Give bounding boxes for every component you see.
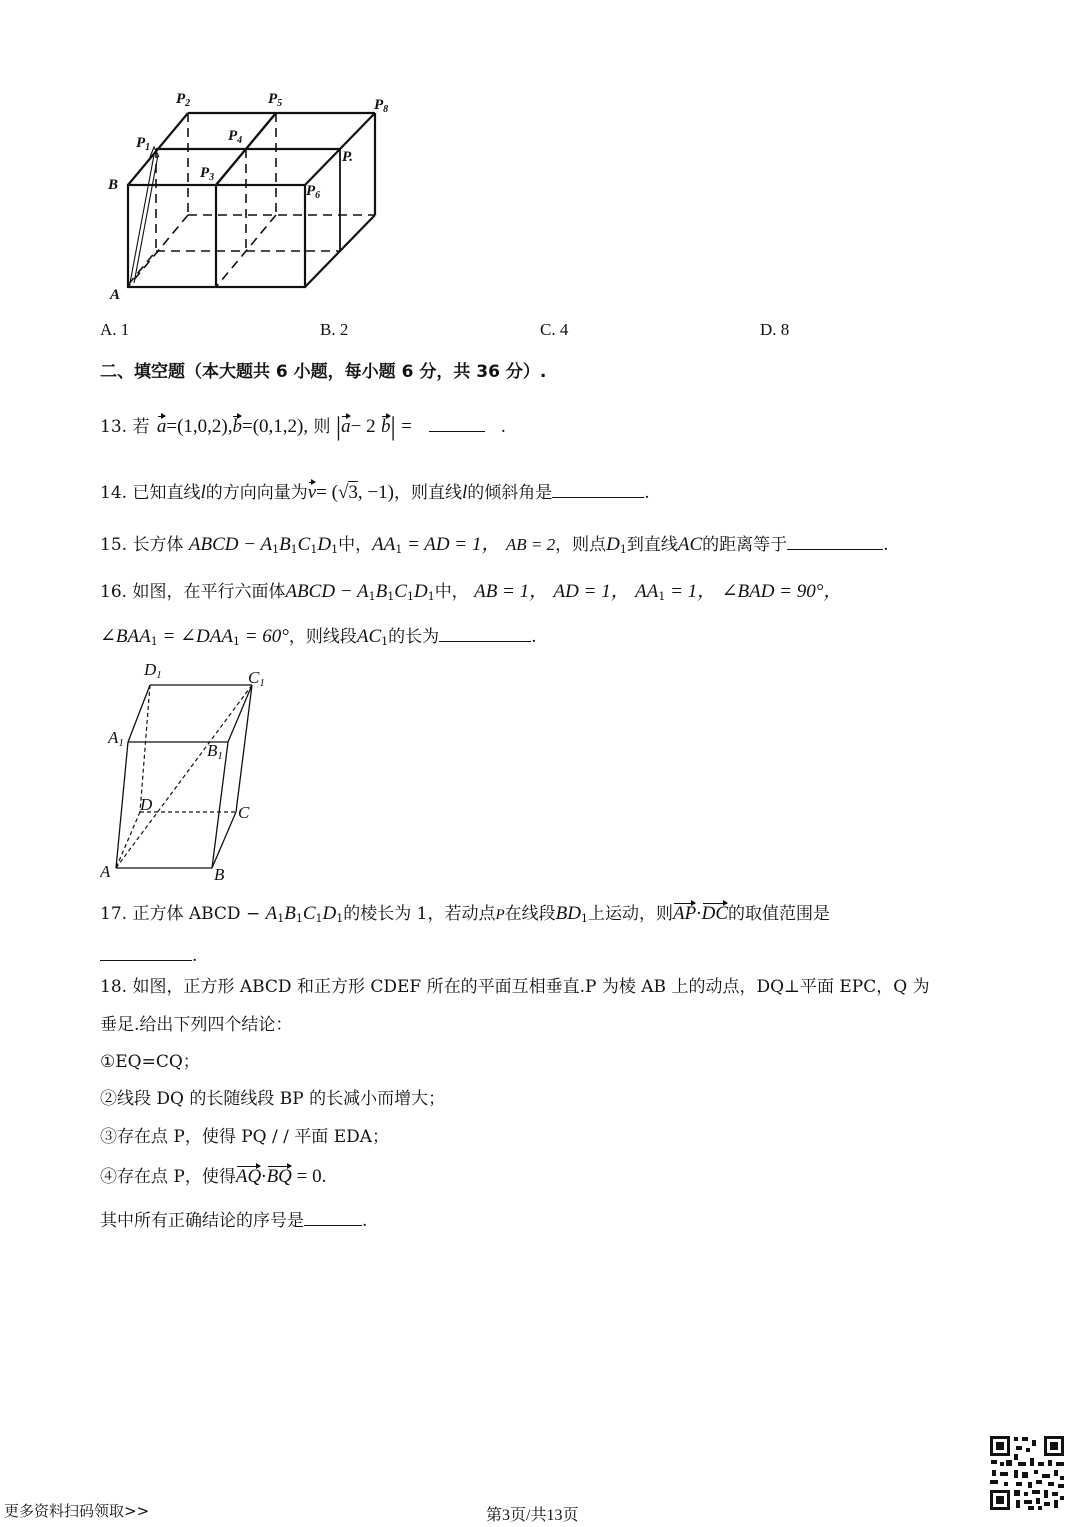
option-d: D. 8 [760,320,790,339]
label-d1: D1 [144,660,162,681]
question-17: 17. 正方体 ABCD − $A_1B_1C_1D_1$的棱长为 1，若动点P在线段$BD_1$上运动，则AP·DC的取值范围是 [100,903,831,925]
label-p3: $P_3$ [200,165,215,183]
question-18-line1: 18. 如图，正方形 ABCD 和正方形 CDEF 所在的平面互相垂直.P 为棱 AB 上的动点，DQ⊥平面 EPC，Q 为 [100,977,930,997]
label-p1: $P_1$ [136,135,151,153]
question-17-blank-line: . [100,942,197,966]
page-number: 第3页/共13页 [486,1507,579,1524]
label-c: C [238,803,250,822]
footer-promo-text: 更多资料扫码领取>> [4,1502,150,1520]
label-d: D [140,795,153,814]
question-18-line2: 垂足.给出下列四个结论： [100,1015,293,1035]
question-18-answer: 其中所有正确结论的序号是 . [100,1206,367,1231]
answer-blank-13 [429,413,485,432]
option-c: C. 4 [540,320,569,339]
question-14: 14. 已知直线l的方向向量为v= (√3, −1)，则直线l的倾斜角是 . [100,478,650,504]
label-p7: P. [342,149,353,165]
answer-blank-14 [552,479,644,498]
label-p2: $P_2$ [176,91,191,109]
label-b: B [214,865,225,884]
conclusion-3: ③存在点 P，使得 PQ / / 平面 EDA； [100,1127,390,1147]
question-15: 15. 长方体 ABCD − $A_1B_1C_1D_1$中，$AA_1$ = AD = 1， AB = 2，则点$D_1$到直线AC的距离等于 . [100,529,889,556]
conclusion-1: ①EQ=CQ； [100,1052,200,1072]
label-p6: $P_6$ [306,183,321,201]
label-b1: B1 [207,741,223,762]
figure-parallelepiped [100,655,290,885]
option-b: B. 2 [320,320,349,339]
conclusion-4: ④存在点 P，使得AQ·BQ = 0. [100,1166,327,1187]
question-13: 13. 若 a=(1,0,2),b=(0,1,2), 则 |a− 2 b| = . [100,412,507,441]
answer-blank-17 [100,942,192,961]
figure-cuboid-grid [100,85,410,310]
answer-blank-18 [304,1207,362,1226]
question-16-line2: $\angle BAA_1$ = $\angle DAA_1 = 60^\circ$，则线段$AC_1$的长为 . [100,622,537,648]
qr-code [988,1434,1066,1512]
label-c1: C1 [248,668,265,689]
label-b: B [108,177,119,193]
label-a: A [100,862,111,881]
answer-blank-16 [439,623,531,642]
label-p8: $P_8$ [374,97,389,115]
option-a: A. 1 [100,320,130,339]
label-p5: $P_5$ [268,91,283,109]
section-heading: 二、填空题（本大题共 6 小题，每小题 6 分，共 36 分）. [100,362,547,382]
answer-blank-15 [787,531,883,550]
conclusion-2: ②线段 DQ 的长随线段 BP 的长减小而增大； [100,1089,446,1109]
label-p4: $P_4$ [228,128,243,146]
label-a: A [110,287,121,303]
label-a1: A1 [108,728,124,749]
question-16-line1: 16. 如图，在平行六面体ABCD − $A_1B_1C_1D_1$中， AB = 1， AD = 1， $AA_1 = 1$， ∠BAD = 90°， [100,581,843,603]
